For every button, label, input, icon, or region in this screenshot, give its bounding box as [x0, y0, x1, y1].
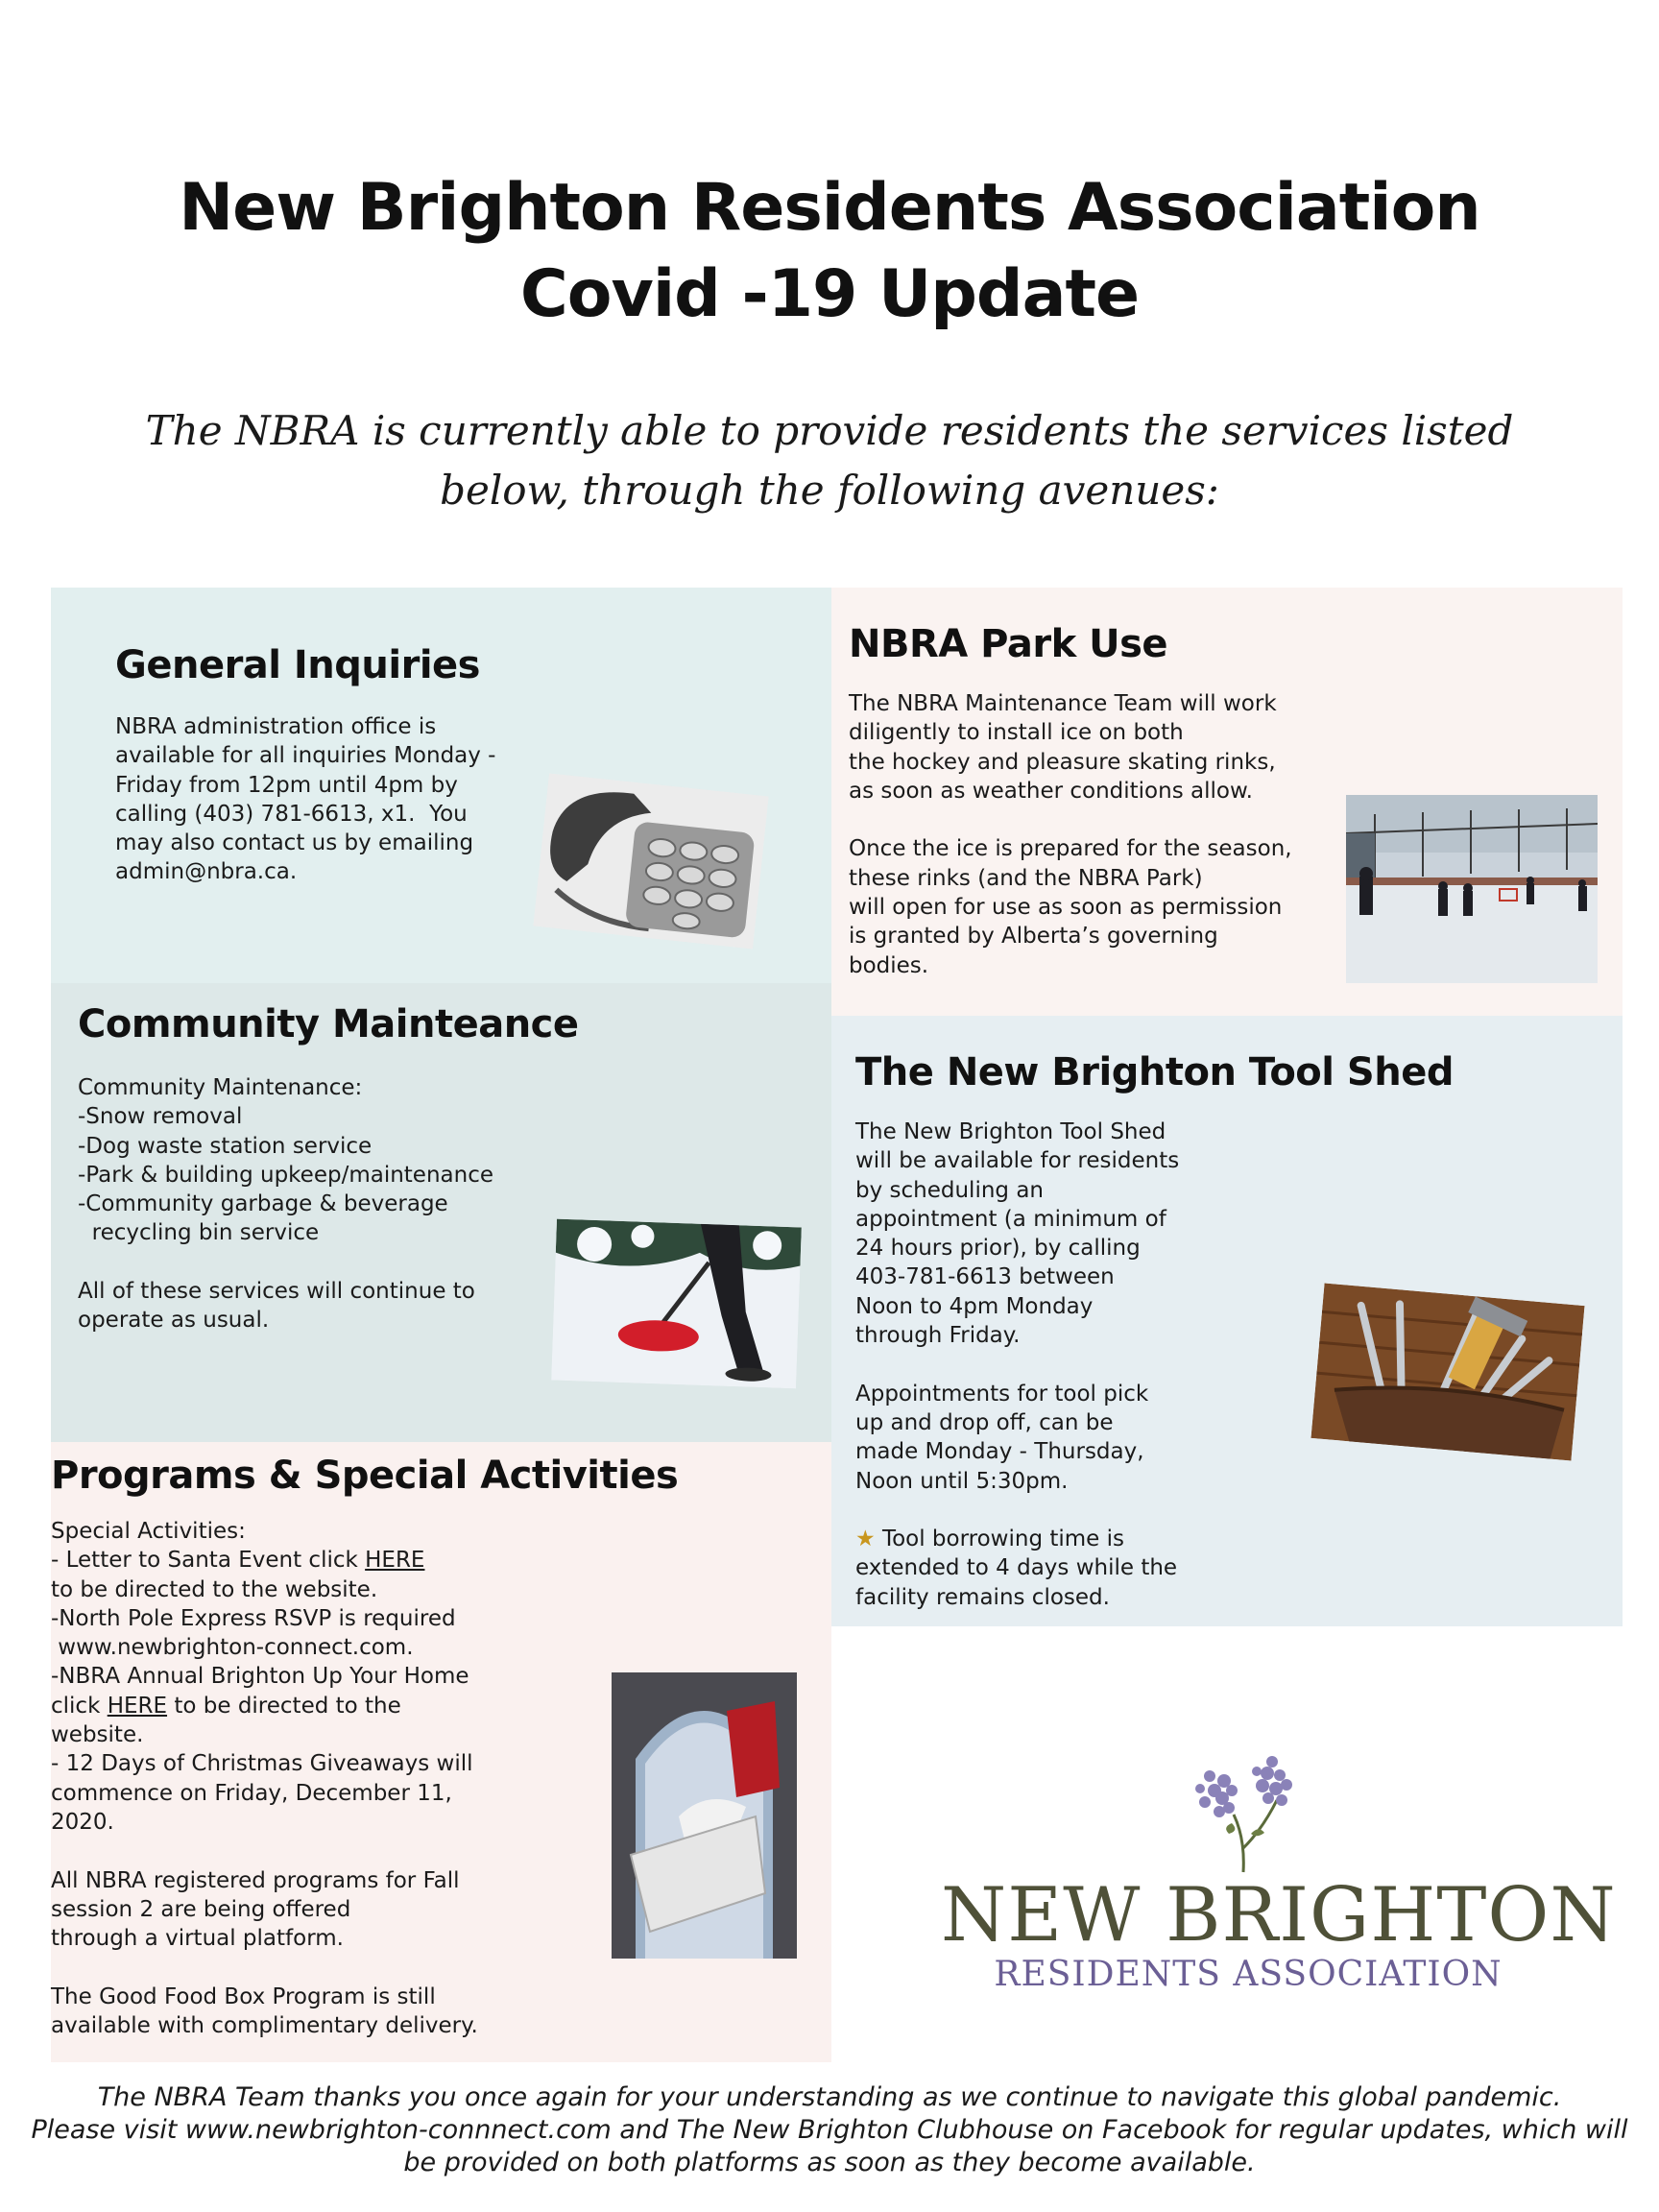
toolshed-line: 403-781-6613 between	[855, 1264, 1115, 1290]
maintenance-line: recycling bin service	[78, 1220, 320, 1246]
programs-line: website.	[51, 1722, 144, 1748]
lilac-flower-icon	[1176, 1743, 1310, 1877]
community-maintenance-heading: Community Mainteance	[78, 1002, 579, 1046]
programs-line: www.newbrighton-connect.com.	[51, 1635, 414, 1661]
programs-line: All NBRA registered programs for Fall	[51, 1867, 460, 1893]
community-maintenance-panel	[51, 983, 831, 1442]
maintenance-closing-line: operate as usual.	[78, 1308, 270, 1334]
general-line: available for all inquiries Monday -	[115, 743, 496, 769]
general-inquiries-heading: General Inquiries	[115, 643, 480, 687]
toolshed-line: up and drop off, can be	[855, 1409, 1114, 1435]
tool-shed-heading: The New Brighton Tool Shed	[855, 1050, 1454, 1094]
park-line: is granted by Alberta’s governing	[849, 924, 1218, 950]
maintenance-line: Community Maintenance:	[78, 1075, 363, 1100]
general-inquiries-text	[115, 712, 495, 887]
toolshed-line: appointment (a minimum of	[855, 1206, 1166, 1232]
intro-line-2: below, through the following avenues:	[440, 467, 1219, 514]
general-line: NBRA administration office is	[115, 714, 437, 739]
park-use-heading: NBRA Park Use	[849, 622, 1168, 666]
maintenance-closing-line: All of these services will continue to	[78, 1279, 475, 1305]
footer-text	[19, 2081, 1640, 2179]
maintenance-line: -Dog waste station service	[78, 1133, 373, 1159]
park-line: bodies.	[849, 952, 929, 978]
title-line-1: New Brighton Residents Association	[179, 170, 1480, 246]
programs-line: to be directed to the website.	[51, 1576, 378, 1602]
footer-line-3: be provided on both platforms as soon as they become available.	[403, 2148, 1256, 2177]
programs-line: available with complimentary delivery.	[51, 2013, 478, 2039]
intro-line-1: The NBRA is currently able to provide residents the services listed	[145, 407, 1514, 454]
programs-line-prefix: click	[51, 1693, 108, 1719]
programs-line: Special Activities:	[51, 1519, 246, 1544]
park-line: the hockey and pleasure skating rinks,	[849, 749, 1276, 775]
park-line: these rinks (and the NBRA Park)	[849, 865, 1203, 891]
page-title	[0, 165, 1659, 338]
letter-to-santa-link[interactable]: HERE	[365, 1548, 425, 1574]
star-icon: ★	[855, 1527, 876, 1552]
programs-line	[51, 1692, 478, 1720]
toolshed-line: extended to 4 days while the	[855, 1555, 1178, 1581]
tool-shed-text	[855, 1118, 1179, 1612]
toolshed-line: Appointments for tool pick	[855, 1381, 1149, 1407]
logo-subtitle: RESIDENTS ASSOCIATION	[994, 1955, 1503, 1994]
telephone-image	[533, 773, 768, 949]
community-maintenance-text	[78, 1073, 493, 1335]
park-line: Once the ice is prepared for the season,	[849, 836, 1292, 862]
maintenance-line: -Park & building upkeep/maintenance	[78, 1162, 494, 1188]
toolshed-line: 24 hours prior), by calling	[855, 1236, 1141, 1262]
programs-panel	[51, 1442, 831, 2062]
santa-letter-image	[612, 1672, 797, 1959]
programs-line: session 2 are being offered	[51, 1896, 351, 1922]
programs-line: The Good Food Box Program is still	[51, 1984, 436, 2009]
park-line: will open for use as soon as permission	[849, 895, 1283, 921]
toolshed-line: will be available for residents	[855, 1148, 1180, 1174]
programs-text	[51, 1517, 478, 2040]
general-line: Friday from 12pm until 4pm by	[115, 772, 458, 798]
toolshed-line: Noon until 5:30pm.	[855, 1468, 1069, 1494]
toolshed-line: through Friday.	[855, 1323, 1021, 1349]
toolshed-line: Noon to 4pm Monday	[855, 1293, 1094, 1319]
park-line: as soon as weather conditions allow.	[849, 778, 1253, 804]
footer-line-2: Please visit www.newbrighton-connnect.com and The New Brighton Clubhouse on Facebook for regular updates, which will	[31, 2115, 1628, 2145]
toolshed-line: by scheduling an	[855, 1177, 1044, 1203]
toolshed-line: made Monday - Thursday,	[855, 1439, 1144, 1465]
programs-line-prefix: - Letter to Santa Event click	[51, 1548, 366, 1574]
footer-line-1: The NBRA Team thanks you once again for your understanding as we continue to navigate this global pandemic.	[97, 2082, 1562, 2112]
programs-line: commence on Friday, December 11,	[51, 1780, 452, 1806]
programs-heading: Programs & Special Activities	[51, 1454, 679, 1498]
logo-name: NEW BRIGHTON	[941, 1872, 1617, 1959]
general-line: calling (403) 781-6613, x1. You	[115, 801, 468, 827]
title-line-2: Covid -19 Update	[519, 256, 1140, 332]
programs-line-suffix: to be directed to the	[167, 1693, 401, 1719]
maintenance-line: -Community garbage & beverage	[78, 1191, 448, 1217]
toolshed-line: facility remains closed.	[855, 1584, 1110, 1610]
maintenance-line: -Snow removal	[78, 1104, 243, 1130]
general-line: admin@nbra.ca.	[115, 859, 298, 885]
programs-line: -NBRA Annual Brighton Up Your Home	[51, 1664, 469, 1690]
tools-bag-image	[1310, 1283, 1584, 1460]
general-inquiries-panel	[51, 588, 831, 983]
programs-line: 2020.	[51, 1809, 114, 1835]
park-use-text	[849, 689, 1292, 980]
toolshed-line: The New Brighton Tool Shed	[855, 1119, 1166, 1144]
general-line: may also contact us by emailing	[115, 830, 474, 856]
skating-rink-image	[1346, 795, 1598, 983]
toolshed-note-text: Tool borrowing time is	[881, 1527, 1125, 1552]
intro-text	[0, 401, 1659, 520]
programs-line: through a virtual platform.	[51, 1926, 344, 1952]
programs-line: -North Pole Express RSVP is required	[51, 1605, 456, 1631]
toolshed-note	[855, 1525, 1179, 1553]
programs-line: - 12 Days of Christmas Giveaways will	[51, 1751, 473, 1777]
programs-line	[51, 1546, 478, 1575]
snow-shovel-image	[551, 1219, 802, 1389]
park-line: The NBRA Maintenance Team will work	[849, 691, 1277, 716]
park-line: diligently to install ice on both	[849, 720, 1184, 746]
brighton-up-your-home-link[interactable]: HERE	[107, 1693, 168, 1719]
tool-shed-panel	[831, 1016, 1623, 1626]
park-use-panel	[831, 588, 1623, 1016]
